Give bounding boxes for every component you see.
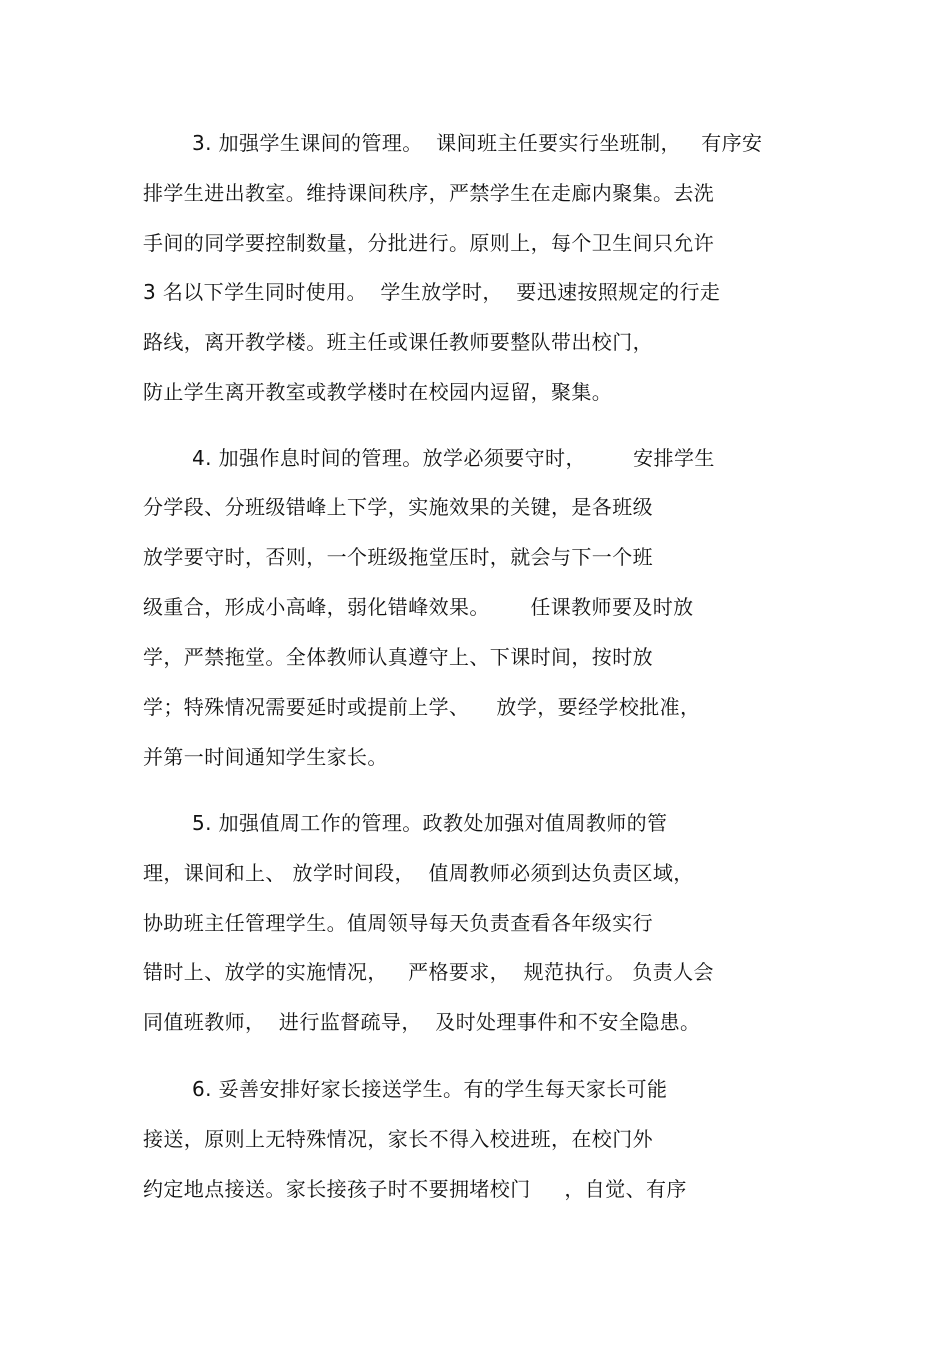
paragraph-6-line-1: 6. 妥善安排好家长接送学生。有的学生每天家长可能 [192, 1077, 668, 1101]
paragraph-5-line-5: 同值班教师， 进行监督疏导， 及时处理事件和不安全隐患。 [143, 1010, 701, 1034]
paragraph-4-line-5: 学，严禁拖堂。全体教师认真遵守上、下课时间，按时放 [143, 645, 653, 669]
paragraph-5-line-2: 理，课间和上、 放学时间段， 值周教师必须到达负责区域， [143, 861, 694, 885]
paragraph-3-line-1: 3. 加强学生课间的管理。 课间班主任要实行坐班制， 有序安 [192, 131, 763, 155]
paragraph-4-line-3: 放学要守时，否则，一个班级拖堂压时，就会与下一个班 [143, 545, 653, 569]
paragraph-4-line-1: 4. 加强作息时间的管理。放学必须要守时， 安排学生 [192, 446, 715, 470]
paragraph-3-line-6: 防止学生离开教室或教学楼时在校园内逗留，聚集。 [143, 380, 613, 404]
paragraph-6-line-2: 接送，原则上无特殊情况，家长不得入校进班，在校门外 [143, 1127, 653, 1151]
paragraph-4-line-4: 级重合，形成小高峰，弱化错峰效果。 任课教师要及时放 [143, 595, 694, 619]
paragraph-3-line-4: 3 名以下学生同时使用。 学生放学时， 要迅速按照规定的行走 [143, 280, 721, 304]
paragraph-6-line-3: 约定地点接送。家长接孩子时不要拥堵校门 ，自觉、有序 [143, 1177, 687, 1201]
paragraph-3-line-2: 排学生进出教室。维持课间秩序，严禁学生在走廊内聚集。去洗 [143, 181, 715, 205]
paragraph-3-line-5: 路线，离开教学楼。班主任或课任教师要整队带出校门， [143, 330, 653, 354]
paragraph-4-line-2: 分学段、分班级错峰上下学，实施效果的关键，是各班级 [143, 495, 653, 519]
paragraph-4-line-6: 学；特殊情况需要延时或提前上学、 放学，要经学校批准， [143, 695, 701, 719]
paragraph-5-line-3: 协助班主任管理学生。值周领导每天负责查看各年级实行 [143, 911, 653, 935]
paragraph-5-line-4: 错时上、放学的实施情况， 严格要求， 规范执行。 负责人会 [143, 960, 714, 984]
paragraph-5-line-1: 5. 加强值周工作的管理。政教处加强对值周教师的管 [192, 811, 668, 835]
paragraph-4-line-7: 并第一时间通知学生家长。 [143, 745, 388, 769]
paragraph-3-line-3: 手间的同学要控制数量，分批进行。原则上，每个卫生间只允许 [143, 231, 715, 255]
